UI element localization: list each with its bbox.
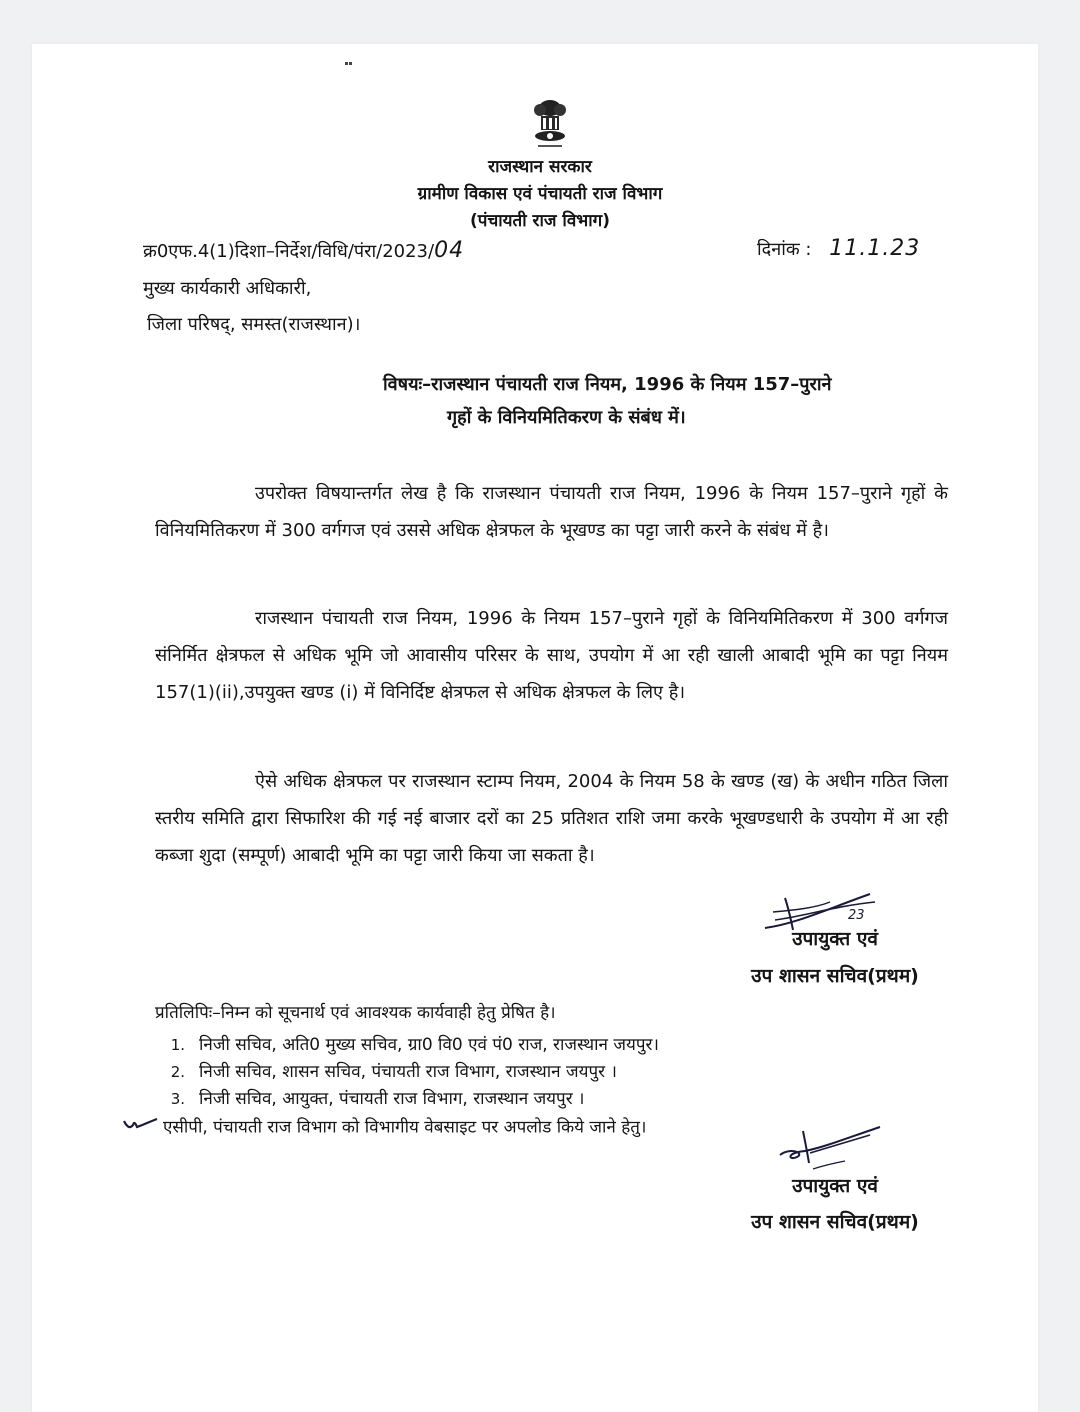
copy-item-text: एसीपी, पंचायती राज विभाग को विभागीय वेबसाइट पर अपलोड किये जाने हेतु। (163, 1117, 647, 1138)
body-paragraph-1: उपरोक्त विषयान्तर्गत लेख है कि राजस्थान पंचायती राज नियम, 1996 के नियम 157–पुराने गृहों के विनियमितिकरण में 300 वर्गगज एवं उससे अधिक क्षेत्रफल के भूखण्ड का पट्टा जारी करने के संबंध में है। (155, 483, 948, 541)
state-emblem-icon (529, 98, 571, 152)
signature-2-handwritten (775, 1125, 895, 1170)
body-paragraph-3: ऐसे अधिक क्षेत्रफल पर राजस्थान स्टाम्प नियम, 2004 के नियम 58 के खण्ड (ख) के अधीन गठित जिला स्तरीय समिति द्वारा सिफारिश की गई नई बाजार दरों का 25 प्रतिशत राशि जमा करके भूखण्डधारी के उपयोग में आ रही कब्जा शुदा (सम्पूर्ण) आबादी भूमि का पट्टा जारी किया जा सकता है। (155, 771, 948, 866)
header-line-2: ग्रामीण विकास एवं पंचायती राज विभाग (417, 184, 663, 204)
signature-1-note: 23 (848, 908, 865, 923)
body-paragraph-2: राजस्थान पंचायती राज नियम, 1996 के नियम 157–पुराने गृहों के विनियमितिकरण में 300 वर्गगज संनिर्मित क्षेत्रफल से अधिक भूमि जो आवासीय परिसर के साथ, उपयोग में आ रही खाली आबादी भूमि का पट्टा नियम 157(1)(ii),उपयुक्त खण्ड (i) में विनिर्दिष्ट क्षेत्रफल से अधिक क्षेत्रफल के लिए है। (155, 608, 948, 703)
subject-line-2: गृहों के विनियमितिकरण के संबंध में। (447, 407, 686, 428)
signature-1-title: उप शासन सचिव(प्रथम) (751, 965, 919, 987)
scan-specks (345, 50, 355, 54)
header-line-1: राजस्थान सरकार (488, 157, 592, 177)
copy-list-item (155, 1032, 659, 1059)
copy-item-number: 1. (170, 1036, 185, 1054)
date-handwritten: 11.1.23 (829, 236, 921, 261)
copy-list-item (155, 1086, 659, 1113)
header-line-3: (पंचायती राज विभाग) (470, 211, 610, 231)
subject-line-1: विषयः–राजस्थान पंचायती राज नियम, 1996 के नियम 157–पुराने (383, 374, 832, 395)
copy-item-text: निजी सचिव, अति0 मुख्य सचिव, ग्रा0 वि0 एवं पं0 राज, राजस्थान जयपुर। (199, 1035, 659, 1055)
reference-number (143, 238, 464, 263)
copy-list (155, 1032, 659, 1142)
copy-item-text: निजी सचिव, शासन सचिव, पंचायती राज विभाग, राजस्थान जयपुर । (199, 1062, 617, 1082)
date-label: दिनांक : (757, 239, 812, 260)
copy-item-number: 2. (170, 1063, 185, 1081)
addressee-line-2: जिला परिषद्, समस्त(राजस्थान)। (147, 314, 361, 335)
signature-2-title: उप शासन सचिव(प्रथम) (751, 1211, 919, 1233)
signature-2-designation: उपायुक्त एवं (792, 1175, 878, 1197)
signature-1-designation: उपायुक्त एवं (792, 928, 878, 950)
date-field (757, 236, 920, 261)
copy-list-item (121, 1113, 659, 1142)
copy-list-item (155, 1059, 659, 1086)
reference-number-handwritten: 04 (434, 238, 465, 263)
copy-item-text: निजी सचिव, आयुक्त, पंचायती राज विभाग, राजस्थान जयपुर । (199, 1089, 585, 1109)
checkmark-icon (121, 1113, 163, 1142)
addressee-line-1: मुख्य कार्यकारी अधिकारी, (143, 278, 312, 299)
reference-number-printed: क्र0एफ.4(1)दिशा–निर्देश/विधि/पंरा/2023/ (143, 241, 435, 262)
copy-item-number: 3. (170, 1090, 185, 1108)
copy-heading: प्रतिलिपिः–निम्न को सूचनार्थ एवं आवश्यक कार्यवाही हेतु प्रेषित है। (155, 1003, 556, 1023)
